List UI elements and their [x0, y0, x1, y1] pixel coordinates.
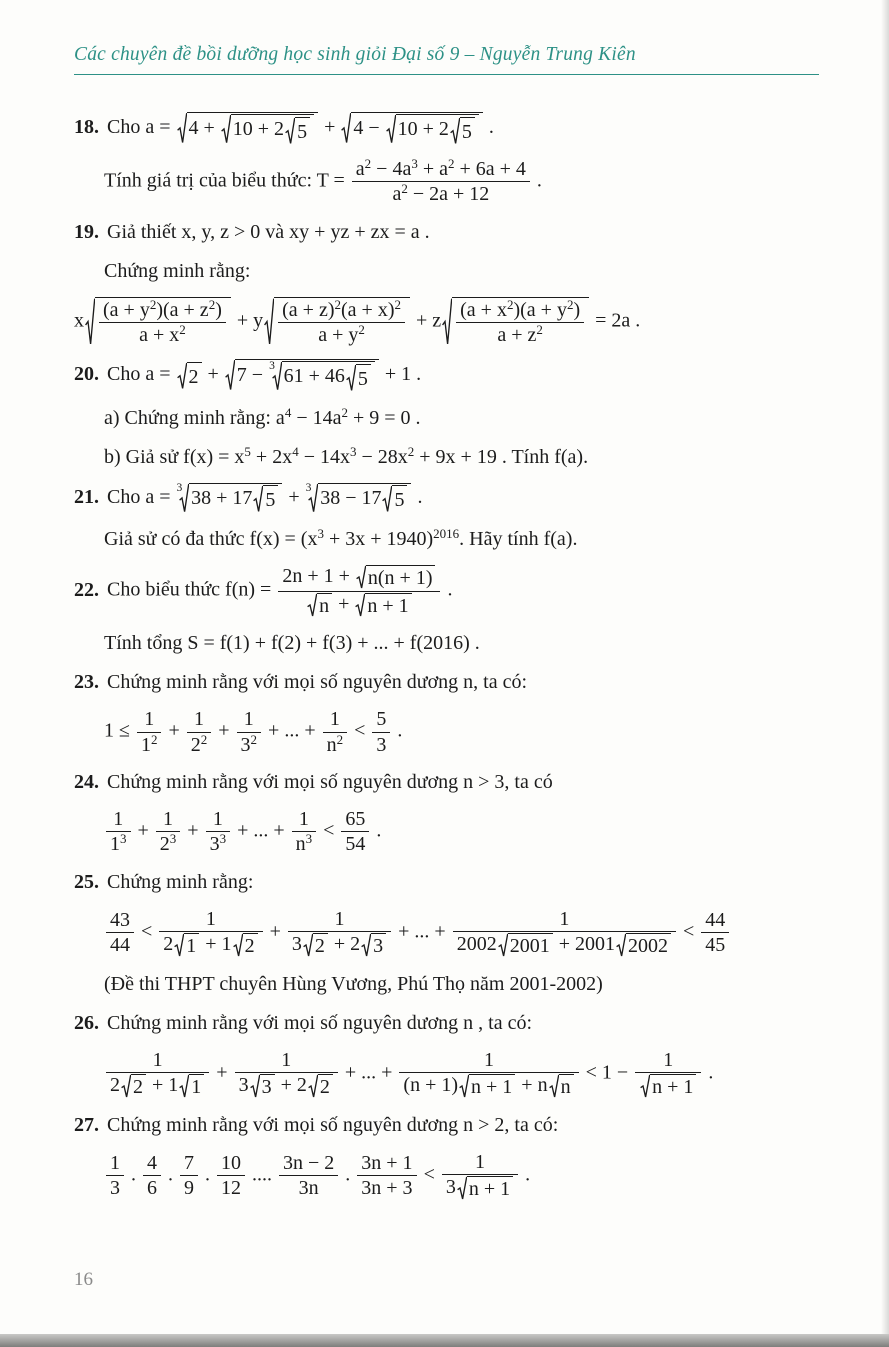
fraction-denominator: $n^3$ — [292, 831, 317, 855]
fraction-numerator: 1 — [281, 1048, 292, 1071]
problem-line: a) Chứng minh rằng: $a^4 - 14a^2 + 9 = 0$ . — [104, 404, 421, 429]
fraction-numerator: 1 — [243, 708, 254, 731]
radicand: n(n + 1) — [366, 565, 436, 589]
radical-icon — [307, 593, 317, 617]
radical-icon — [308, 1074, 318, 1098]
math-radical — [233, 933, 258, 957]
superscript: 2 — [341, 404, 348, 420]
fraction-denominator: 3n — [279, 1175, 338, 1199]
fraction-numerator: 1 — [329, 708, 340, 731]
radical-icon — [85, 297, 95, 347]
fraction-denominator: 3 n + 1 — [442, 1174, 518, 1201]
math-radical — [442, 297, 589, 347]
math-radical — [303, 933, 328, 957]
problem-line: Giả sử có đa thức $f(x) = (x^3 + 3x + 1940)^{2016}$. Hãy tính f(a). — [104, 525, 578, 551]
math-radical — [382, 485, 407, 513]
scan-edge-bottom — [0, 1334, 889, 1347]
superscript: 2 — [208, 296, 216, 312]
math-fraction — [341, 808, 369, 856]
fraction-denominator: 2 2 + 1 1 — [106, 1072, 209, 1099]
radicand: 5 — [356, 364, 371, 392]
radicand: 38 − 17 5 — [318, 483, 411, 513]
scan-edge-right — [881, 0, 889, 1347]
superscript: 2 — [364, 155, 372, 171]
math-fraction — [453, 908, 676, 958]
fraction-denominator: $1^3$ — [106, 831, 131, 855]
problem-line: 19. Giả thiết x, y, z > 0 và xy + yz + zx = a . — [74, 220, 430, 243]
fraction-numerator: 1 — [474, 1150, 485, 1173]
radical-icon — [177, 112, 187, 144]
fraction-numerator: 7 — [184, 1151, 194, 1174]
fraction-numerator: $(a + x^2)(a + y^2)$ — [460, 296, 581, 321]
radical-icon — [346, 364, 356, 392]
radical-icon — [386, 114, 396, 144]
math-radical — [450, 117, 475, 145]
math-fraction — [159, 908, 262, 958]
math-fraction — [278, 296, 405, 347]
fraction-numerator: 1 — [152, 1048, 163, 1071]
radicand: 38 + 17 5 — [189, 483, 282, 513]
fraction-denominator: 2 1 + 1 2 — [159, 931, 262, 958]
problem-line: 26. Chứng minh rằng với mọi số nguyên dương n , ta có: — [74, 1011, 533, 1034]
fraction-numerator: 44 — [705, 908, 726, 931]
radicand: 61 + 46 5 — [282, 361, 375, 391]
math-radical — [355, 593, 411, 617]
superscript: 4 — [284, 404, 292, 420]
problem-number: 23. — [74, 671, 99, 694]
fraction-numerator: 1 — [298, 808, 309, 831]
radical-icon — [341, 112, 351, 144]
fraction-numerator: 1 — [559, 907, 570, 930]
problem-number: 22. — [74, 578, 99, 601]
fraction-denominator — [635, 1072, 701, 1099]
page-header — [0, 0, 889, 75]
problem-number: 20. — [74, 363, 99, 386]
math-radical — [85, 297, 231, 347]
fraction-denominator: $a + y^2$ — [278, 322, 405, 346]
page-footer — [74, 1268, 93, 1293]
problem-line: x $\frac{(a + y^2)(a + z^2)}{a + x^2}$ + y $\frac{(a + z)^2(a + x)^2}{a + y^2}$ + z $\frac{(a + x^2)(a + y^2)}{a + z^2}$ = 2a . — [74, 296, 641, 346]
problem-number: 21. — [74, 485, 99, 508]
radicand: 2 — [243, 933, 258, 957]
superscript: 3 — [411, 155, 418, 171]
math-fraction — [288, 908, 391, 958]
radicand: 2 — [318, 1074, 333, 1098]
math-radical — [498, 933, 553, 957]
radical-icon — [253, 485, 263, 513]
math-fraction — [701, 909, 729, 957]
radical-icon — [459, 1074, 469, 1098]
fraction-denominator: n + n + 1 — [278, 591, 440, 618]
superscript: 2016 — [433, 525, 460, 541]
superscript: 2 — [401, 181, 408, 196]
radicand: 3 — [371, 933, 386, 957]
fraction-denominator: 6 — [143, 1175, 161, 1199]
superscript: 3 — [169, 831, 177, 847]
fraction-numerator: 1 — [483, 1048, 494, 1071]
math-fraction — [137, 708, 162, 756]
radical-icon — [177, 362, 187, 390]
radicand: 10 + 2 5 — [231, 114, 314, 144]
math-radical — [177, 362, 202, 390]
math-radical — [386, 114, 479, 144]
fraction-denominator: 9 — [180, 1175, 198, 1199]
problem-line: $\frac{1}{1^3}$ + $\frac{1}{2^3}$ + $\frac{1}{3^3}$ + ... + $\frac{1}{n^3}$ < $\frac{65}{54}$ . — [74, 808, 837, 856]
problem-line: b) Giả sử $f(x) = x^5 + 2x^4 - 14x^3 - 28x^2 + 9x + 19$ . Tính f(a). — [104, 443, 589, 468]
radical-icon — [250, 1074, 260, 1098]
math-fraction — [206, 808, 231, 856]
math-radical — [269, 361, 375, 391]
radical-icon — [616, 933, 626, 957]
radicand: 3 — [260, 1074, 275, 1098]
problem-line: $\frac{43}{44}$ < 1 2 1 + 1 2 + 1 3 2 + 2 3 + ... + 1 2002 2001 + 2001 2002 < $\frac{44}{45}$ — [74, 908, 837, 958]
fraction-numerator: 3n + 1 — [361, 1151, 413, 1174]
superscript: 2 — [566, 296, 574, 312]
fraction-denominator: $2^2$ — [187, 732, 212, 756]
math-fraction — [156, 808, 181, 856]
problem-line: $\frac{1}{3}$ . $\frac{4}{6}$ . $\frac{7}{9}$ . $\frac{10}{12}$ .... $\frac{3n - 2}{3n}$ . $\frac{3n + 1}{3n + 3}$ < 1 3 n + 1 . — [74, 1151, 837, 1201]
fraction-numerator: 1 — [205, 907, 216, 930]
radical-icon — [549, 1074, 559, 1098]
math-fraction — [106, 1049, 209, 1099]
fraction-numerator: 1 — [144, 708, 155, 731]
fraction-numerator: 1 — [194, 708, 205, 731]
fraction-denominator: 44 — [106, 932, 134, 956]
radical-icon — [355, 593, 365, 617]
math-fraction — [372, 708, 390, 756]
math-fraction — [99, 296, 226, 347]
problem-number: 18. — [74, 116, 99, 139]
superscript: 3 — [120, 831, 127, 847]
problem-line: 21. Cho a = 3 38 + 17 5 + 3 38 − 17 5 . — [74, 480, 423, 512]
fraction-denominator: 54 — [341, 831, 369, 855]
math-radical — [121, 1074, 146, 1098]
radical-icon — [498, 933, 508, 957]
radical-index: 3 — [269, 359, 275, 373]
radicand: 2001 — [508, 933, 553, 957]
math-radical — [177, 112, 319, 144]
radical-icon — [264, 297, 274, 347]
radicand: n — [317, 593, 332, 617]
fraction-denominator: 3 3 + 2 2 — [235, 1072, 338, 1099]
superscript: 2 — [358, 321, 365, 337]
superscript: 3 — [317, 525, 324, 541]
math-radical — [264, 297, 410, 347]
superscript: 2 — [179, 321, 186, 337]
radicand: n + 1 — [469, 1074, 515, 1098]
fraction-denominator: 3 — [106, 1175, 124, 1199]
superscript: 2 — [506, 296, 514, 312]
fraction-denominator: 3n + 3 — [357, 1175, 416, 1199]
header-title: Các chuyên đề bồi dưỡng học sinh giỏi Đại số 9 – Nguyễn Trung Kiên — [74, 44, 636, 65]
radicand: n + 1 — [365, 593, 411, 617]
fraction-numerator: 1 — [113, 808, 124, 831]
math-radical — [307, 593, 332, 617]
fraction-numerator: $(a + z)^2(a + x)^2$ — [282, 296, 401, 321]
radicand: n — [559, 1074, 574, 1098]
radical-icon — [285, 117, 295, 145]
math-fraction — [143, 1152, 161, 1200]
math-radical — [346, 364, 371, 392]
superscript: 2 — [394, 296, 401, 312]
problems-list — [0, 75, 889, 1200]
fraction-numerator: 1 — [212, 808, 223, 831]
radical-icon — [382, 485, 392, 513]
superscript: 2 — [149, 296, 157, 312]
superscript: 4 — [292, 443, 299, 459]
math-radical — [250, 1074, 275, 1098]
fraction-numerator: 65 — [345, 808, 366, 831]
radical-icon — [233, 933, 243, 957]
fraction-numerator: 1 — [663, 1048, 674, 1071]
math-radical — [616, 933, 671, 957]
superscript: 2 — [407, 443, 415, 459]
math-radical — [305, 480, 412, 513]
problem-number: 24. — [74, 771, 99, 794]
problem-line: Tính giá trị của biểu thức: T = $\frac{a^2 - 4a^3 + a^2 + 6a + 4}{a^2 - 2a + 12}$ . — [104, 155, 542, 206]
math-fraction — [635, 1049, 701, 1099]
math-fraction — [180, 1152, 198, 1200]
radicand: 5 — [295, 117, 310, 145]
fraction-numerator: 43 — [110, 908, 130, 931]
math-fraction — [292, 808, 317, 856]
radicand: n + 1 — [650, 1074, 696, 1098]
fraction-numerator: 5 — [376, 708, 387, 731]
problem-number: 26. — [74, 1011, 99, 1034]
problem-line: (Đề thi THPT chuyên Hùng Vương, Phú Thọ năm 2001-2002) — [104, 972, 603, 995]
math-radical — [285, 117, 310, 145]
fraction-numerator: 2n + 1 + n(n + 1) — [278, 565, 440, 591]
math-fraction — [106, 1152, 124, 1200]
superscript: 2 — [334, 296, 341, 312]
problem-line: 27. Chứng minh rằng với mọi số nguyên dương n > 2, ta có: — [74, 1113, 559, 1136]
problem-line: Chứng minh rằng: — [104, 259, 251, 282]
fraction-denominator: $n^2$ — [323, 732, 348, 756]
math-fraction — [235, 1049, 338, 1099]
radical-icon — [303, 933, 313, 957]
math-radical — [179, 1074, 204, 1098]
fraction-denominator: 3 2 + 2 3 — [288, 931, 391, 958]
radical-icon — [225, 359, 235, 391]
math-radical — [356, 565, 436, 589]
fraction-denominator: $2^3$ — [156, 831, 181, 855]
fraction-denominator: 45 — [701, 932, 729, 956]
math-radical — [459, 1074, 515, 1098]
problem-line: 18. Cho a = 4 + 10 + 2 5 + 4 − 10 + 2 5 . — [74, 112, 837, 144]
fraction-numerator: 1 — [163, 808, 174, 831]
radicand — [274, 297, 410, 347]
radicand: 1 — [184, 933, 199, 957]
problem-line: 23. Chứng minh rằng với mọi số nguyên dương n, ta có: — [74, 671, 528, 694]
radical-icon — [457, 1176, 467, 1200]
radical-icon — [221, 114, 231, 144]
radicand: 2002 — [626, 933, 671, 957]
radical-icon — [356, 565, 366, 589]
superscript: 2 — [336, 731, 344, 747]
radicand: n + 1 — [467, 1176, 513, 1200]
math-fraction — [187, 708, 212, 756]
problem-line: 20. Cho a = 2 + 7 − 3 61 + 46 5 + 1 . — [74, 359, 422, 390]
math-radical — [253, 485, 278, 513]
fraction-numerator: $a^2 - 4a^3 + a^2 + 6a + 4$ — [355, 155, 526, 180]
radicand: 4 + 10 + 2 5 — [187, 112, 319, 144]
math-fraction — [106, 808, 131, 856]
radicand: 2 — [131, 1074, 146, 1098]
radical-icon — [361, 933, 371, 957]
fraction-denominator: $a + x^2$ — [99, 322, 226, 346]
math-fraction — [352, 155, 530, 206]
fraction-denominator: $a + z^2$ — [456, 322, 584, 346]
radical-icon — [174, 933, 184, 957]
superscript: 2 — [250, 731, 258, 747]
superscript: 2 — [150, 731, 158, 747]
radical-icon — [121, 1074, 131, 1098]
radicand — [452, 297, 589, 347]
radicand: 7 − 3 61 + 46 5 — [235, 359, 379, 391]
math-radical — [640, 1074, 696, 1098]
math-fraction — [456, 296, 584, 347]
superscript: 2 — [447, 155, 455, 171]
math-radical — [221, 114, 314, 144]
problem-line: 25. Chứng minh rằng: — [74, 870, 254, 893]
radical-index: 3 — [305, 480, 312, 494]
math-radical — [174, 933, 199, 957]
fraction-numerator: 1 — [110, 1151, 120, 1174]
math-radical — [308, 1074, 333, 1098]
radical-icon — [179, 1074, 189, 1098]
math-radical — [361, 933, 386, 957]
superscript: 5 — [244, 443, 251, 459]
math-radical — [176, 480, 283, 513]
math-fraction — [278, 565, 440, 617]
radicand: 5 — [392, 485, 407, 513]
math-radical — [225, 359, 379, 391]
problem-line: Tính tổng S = f(1) + f(2) + f(3) + ... + f(2016) . — [104, 632, 480, 655]
radical-icon — [442, 297, 452, 347]
problem-number: 25. — [74, 870, 99, 893]
math-fraction — [237, 708, 262, 756]
radicand: 5 — [460, 117, 475, 145]
fraction-numerator: $(a + y^2)(a + z^2)$ — [103, 296, 222, 321]
radicand: 10 + 2 5 — [396, 114, 479, 144]
math-fraction — [399, 1049, 578, 1099]
fraction-denominator: 12 — [217, 1175, 245, 1199]
math-radical — [341, 112, 483, 144]
superscript: 2 — [200, 731, 208, 747]
fraction-denominator: $1^2$ — [137, 732, 162, 756]
fraction-denominator: (n + 1) n + 1 + n n — [399, 1072, 578, 1099]
radicand: 5 — [263, 485, 278, 513]
radicand: 1 — [189, 1074, 204, 1098]
radical-icon — [450, 117, 460, 145]
superscript: 3 — [349, 443, 357, 459]
math-fraction — [357, 1152, 416, 1200]
fraction-denominator: 2002 2001 + 2001 2002 — [453, 931, 676, 958]
fraction-denominator: 3 — [372, 732, 390, 756]
math-fraction — [279, 1152, 338, 1200]
superscript: 2 — [536, 321, 543, 337]
superscript: 3 — [305, 831, 313, 847]
radicand: 4 − 10 + 2 5 — [351, 112, 483, 144]
problem-line: 1 ≤ $\frac{1}{1^2}$ + $\frac{1}{2^2}$ + $\frac{1}{3^2}$ + ... + $\frac{1}{n^2}$ < $\frac{5}{3}$ . — [104, 708, 403, 756]
problem-line: 24. Chứng minh rằng với mọi số nguyên dương n > 3, ta có — [74, 771, 553, 794]
math-radical — [457, 1176, 513, 1200]
fraction-numerator: 3n − 2 — [283, 1151, 335, 1174]
fraction-denominator: $a^2 - 2a + 12$ — [352, 181, 530, 205]
radical-icon — [640, 1074, 650, 1098]
problem-number: 19. — [74, 220, 99, 243]
fraction-numerator: 10 — [221, 1151, 241, 1174]
math-fraction — [323, 708, 348, 756]
radicand: 2 — [187, 362, 202, 390]
problem-number: 27. — [74, 1113, 99, 1136]
math-fraction — [106, 909, 134, 957]
fraction-numerator: 4 — [147, 1151, 157, 1174]
fraction-numerator: 1 — [334, 907, 345, 930]
radicand: 2 — [313, 933, 328, 957]
problem-line: 22. Cho biểu thức f(n) = 2n + 1 + n(n + 1) n + n + 1 . — [74, 565, 453, 617]
radicand — [95, 297, 231, 347]
page-number: 16 — [74, 1269, 93, 1291]
radical-index: 3 — [176, 480, 183, 494]
math-fraction — [217, 1152, 245, 1200]
fraction-denominator: $3^3$ — [206, 831, 231, 855]
fraction-denominator: $3^2$ — [237, 732, 262, 756]
math-radical — [549, 1074, 574, 1098]
problem-line: 1 2 2 + 1 1 + 1 3 3 + 2 2 + ... + 1 (n + 1) n + 1 + n n < 1 − $\frac{1}{n + 1}$ . — [74, 1049, 837, 1099]
superscript: 3 — [219, 831, 227, 847]
math-fraction — [442, 1151, 518, 1201]
